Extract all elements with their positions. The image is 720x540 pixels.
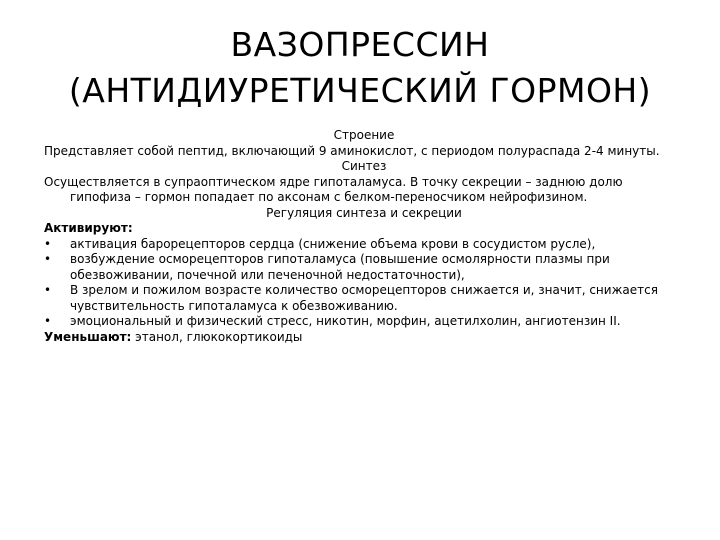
- bullet-marker: •: [44, 283, 52, 297]
- list-item-text: возбуждение осморецепторов гипоталамуса (повышение осмолярности плазмы при обезвоживании, почечной или печеночной недостаточности),: [70, 252, 610, 282]
- regulation-heading: Регуляция синтеза и секреции: [266, 205, 462, 220]
- bullet-marker: •: [44, 252, 52, 266]
- synthesis-heading: Синтез: [341, 159, 387, 173]
- list-item: [44, 314, 684, 330]
- synthesis-text: Осуществляется в супраоптическом ядре гипоталамуса. В точку секреции – заднюю долю гипофиза – гормон попадает по аксонам с белком-переносчиком нейрофизином.: [44, 174, 623, 204]
- bullet-marker: •: [44, 236, 52, 251]
- structure-heading: Строение: [333, 128, 395, 142]
- title-line-2: (АНТИДИУРЕТИЧЕСКИЙ ГОРМОН): [68, 71, 652, 110]
- structure-text: Представляет собой пептид, включающий 9 аминокислот, с периодом полураспада 2-4 минуты.: [44, 143, 660, 158]
- slide-body: [44, 128, 684, 345]
- title-line-1: ВАЗОПРЕССИН: [230, 25, 490, 64]
- slide-title: [40, 22, 680, 114]
- list-item-text: активация барорецепторов сердца (снижение объема крови в сосудистом русле),: [70, 236, 596, 251]
- list-item: [44, 237, 684, 253]
- inhibitors-label: Уменьшают:: [44, 329, 132, 344]
- list-item: [44, 283, 684, 314]
- inhibitors-text: этанол, глюкокортикоиды: [131, 329, 303, 344]
- list-item-text: эмоциональный и физический стресс, никотин, морфин, ацетилхолин, ангиотензин II.: [70, 314, 621, 328]
- list-item: [44, 252, 684, 283]
- activators-label: Активируют:: [44, 221, 133, 235]
- list-item-text: В зрелом и пожилом возрасте количество осморецепторов снижается и, значит, снижается чувствительность гипоталамуса к обезвоживанию.: [70, 283, 658, 313]
- inhibitors-line: [44, 330, 684, 346]
- bullet-marker: •: [44, 314, 52, 328]
